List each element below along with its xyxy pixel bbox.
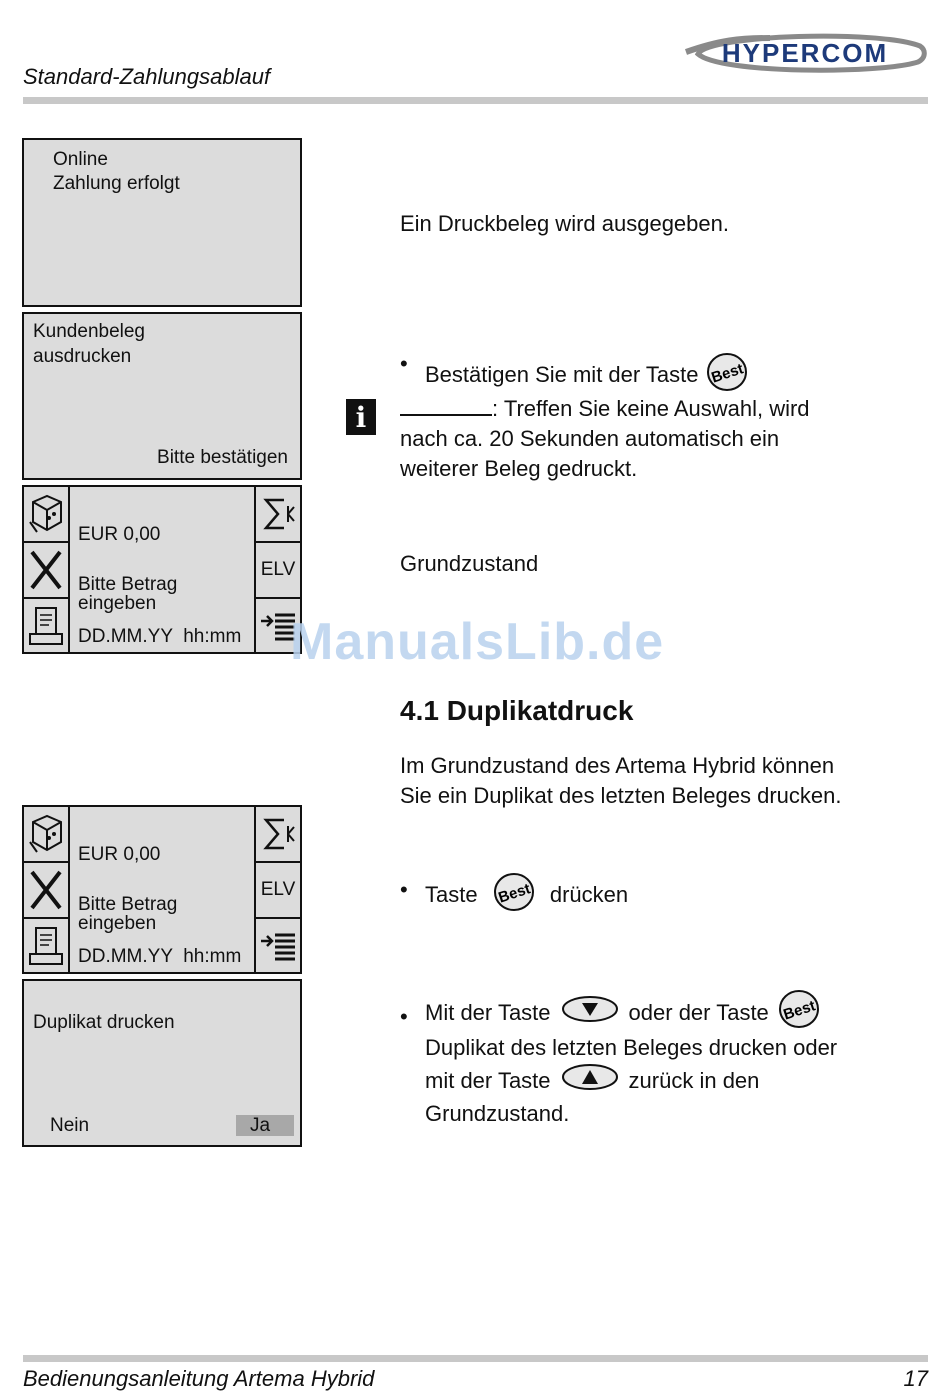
footer-manual-title: Bedienungsanleitung Artema Hybrid xyxy=(23,1366,375,1391)
sum-icon xyxy=(256,807,300,863)
right-key-column xyxy=(254,807,300,972)
printer-icon xyxy=(24,599,68,653)
terminal-screen-kundenbeleg xyxy=(22,312,302,480)
info-note xyxy=(400,394,920,484)
screen-prompt: eingeben xyxy=(78,593,157,614)
section-heading: 4.1 Duplikatdruck xyxy=(400,695,634,726)
date-time-display: DD.MM.YY hh:mm xyxy=(78,626,242,647)
elv-key-label: ELV xyxy=(256,543,300,599)
cancel-x-icon xyxy=(24,543,68,599)
bullet-taste-druecken xyxy=(425,870,628,922)
info-icon: i xyxy=(346,399,376,435)
screen-option-nein: Nein xyxy=(50,1115,90,1136)
terminal-screen-online xyxy=(22,138,302,307)
best-key-icon xyxy=(777,987,821,1039)
screen-prompt: eingeben xyxy=(78,913,157,934)
paragraph-line: Im Grundzustand des Artema Hybrid können xyxy=(400,753,835,778)
header-title: Standard-Zahlungsablauf xyxy=(23,64,271,89)
key-label: Best xyxy=(496,880,533,907)
bullet-text: Taste xyxy=(425,881,478,907)
list-menu-icon xyxy=(256,919,300,973)
screen-line: Kundenbeleg xyxy=(33,321,145,342)
terminal-screen-idle xyxy=(22,485,302,654)
printer-icon xyxy=(24,919,68,973)
info-line: weiterer Beleg gedruckt. xyxy=(400,456,638,481)
footer-rule xyxy=(23,1355,928,1362)
watermark: ManualsLib.de xyxy=(290,613,665,671)
amount-display: EUR 0,00 xyxy=(78,844,161,865)
key-label: Best xyxy=(781,997,818,1024)
left-key-column xyxy=(24,807,70,972)
bullet-text: Bestätigen Sie mit der Taste xyxy=(425,361,699,387)
screen-option-ja: Ja xyxy=(236,1115,294,1136)
logo-text: HYPERCOM xyxy=(721,38,889,68)
screen-prompt: Bitte Betrag xyxy=(78,894,178,915)
paragraph-duplikat-intro xyxy=(400,751,841,811)
info-line: : Treffen Sie keine Auswahl, wird xyxy=(492,396,810,421)
bullet-glyph: • xyxy=(400,1004,408,1029)
date-time-display: DD.MM.YY hh:mm xyxy=(78,946,242,967)
bullet-text: zurück in den xyxy=(628,1068,760,1093)
blank-underline xyxy=(400,394,492,416)
amount-display: EUR 0,00 xyxy=(78,524,161,545)
left-key-column xyxy=(24,487,70,652)
paragraph-grundzustand: Grundzustand xyxy=(400,551,539,576)
paragraph-line: Sie ein Duplikat des letzten Beleges drucken. xyxy=(400,783,842,808)
screen-line: Duplikat drucken xyxy=(33,1012,175,1033)
paragraph-druckbeleg: Ein Druckbeleg wird ausgegeben. xyxy=(400,211,729,236)
bullet-text: Grundzustand. xyxy=(425,1101,570,1126)
arrow-down-key-icon xyxy=(561,995,619,1031)
arrow-up-key-icon xyxy=(561,1063,619,1099)
terminal-screen-idle-2 xyxy=(22,805,302,974)
bullet-text: drücken xyxy=(549,881,629,907)
screen-line: Online xyxy=(53,149,108,170)
bullet-glyph: • xyxy=(400,877,408,902)
best-key-icon xyxy=(492,870,536,922)
page-number: 17 xyxy=(903,1366,928,1391)
menu-icon xyxy=(24,807,68,863)
hypercom-logo xyxy=(680,28,930,76)
terminal-screen-duplikat xyxy=(22,979,302,1147)
cancel-x-icon xyxy=(24,863,68,919)
sum-icon xyxy=(256,487,300,543)
info-line: nach ca. 20 Sekunden automatisch ein xyxy=(400,426,780,451)
header-rule xyxy=(23,97,928,104)
bullet-text: Mit der Taste xyxy=(425,1000,551,1025)
elv-key-label: ELV xyxy=(256,863,300,919)
bullet-text: Duplikat des letzten Beleges drucken oder xyxy=(425,1035,838,1060)
screen-line: Zahlung erfolgt xyxy=(53,173,180,194)
bullet-glyph: • xyxy=(400,351,408,376)
bullet-text: mit der Taste xyxy=(425,1068,551,1093)
key-label: Best xyxy=(709,360,746,387)
screen-line: ausdrucken xyxy=(33,346,132,367)
bullet-navigation xyxy=(425,993,925,1129)
screen-prompt: Bitte Betrag xyxy=(78,574,178,595)
menu-icon xyxy=(24,487,68,543)
screen-prompt: Bitte bestätigen xyxy=(157,447,288,468)
bullet-text: oder der Taste xyxy=(628,1000,769,1025)
